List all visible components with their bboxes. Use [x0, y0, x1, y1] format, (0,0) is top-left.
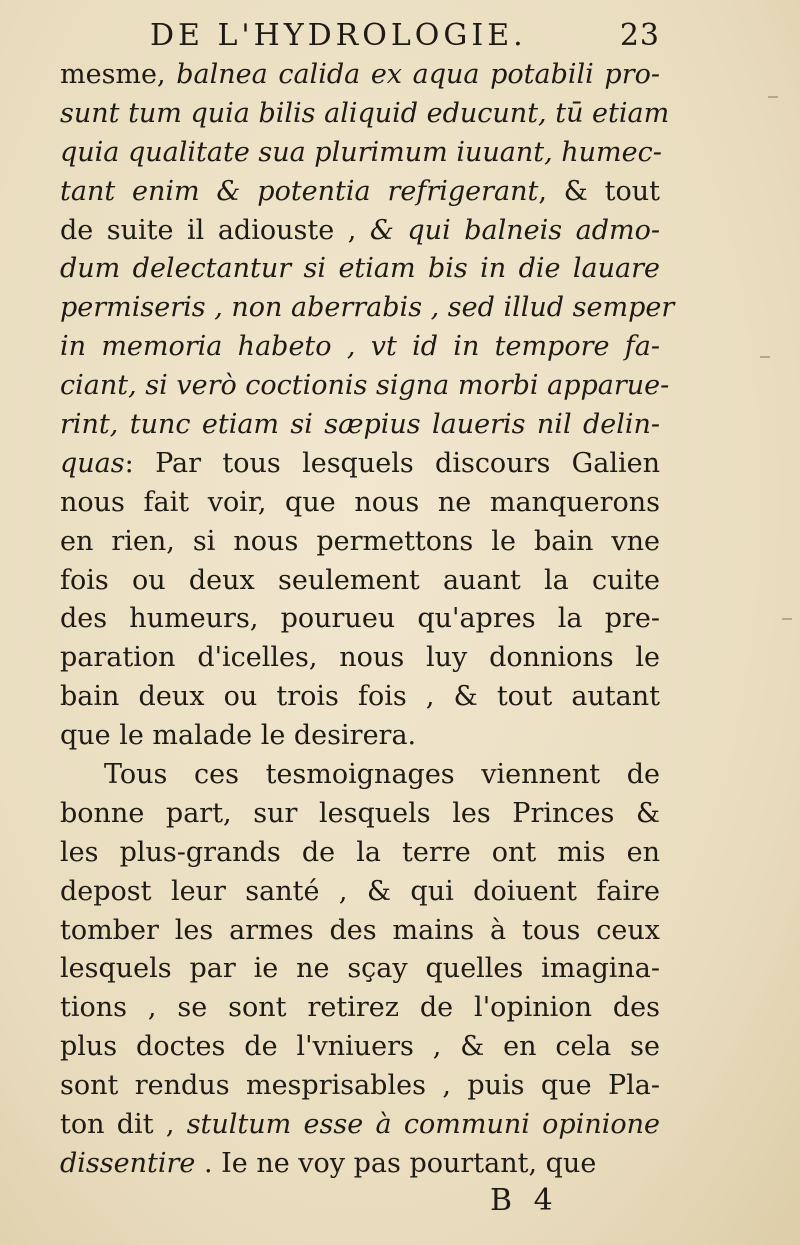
text-segment: depost leur santé , & qui doiuent faire — [60, 875, 660, 907]
text-segment: fois ou deux seulement auant la cuite — [60, 564, 660, 596]
text-segment: sont rendus mesprisables , puis que Pla- — [60, 1070, 660, 1102]
text-line — [60, 523, 660, 562]
page-header — [150, 18, 660, 58]
text-line — [60, 950, 660, 989]
signature-mark: B 4 — [490, 1183, 559, 1218]
text-segment: tions , se sont retirez de l'opinion des — [60, 992, 660, 1024]
text-line — [60, 1145, 660, 1184]
margin-speck — [760, 356, 770, 358]
text-line — [60, 173, 660, 212]
italic-segment: & qui balneis admo- — [369, 214, 660, 246]
text-segment: bonne part, sur lesquels les Princes & — [60, 797, 660, 829]
margin-speck — [782, 618, 792, 620]
text-line — [60, 212, 660, 251]
italic-segment: sunt tum quia bilis aliquid educunt, tū etiam — [60, 97, 670, 129]
italic-segment: balnea calida ex aqua potabili pro- — [176, 59, 660, 90]
text-segment: paration d'icelles, nous luy donnions le — [60, 642, 660, 674]
text-line — [60, 445, 660, 484]
text-line — [60, 1028, 660, 1067]
text-segment: des humeurs, pourueu qu'apres la pre- — [60, 603, 660, 635]
text-line — [60, 484, 660, 523]
italic-segment: in memoria habeto , vt id in tempore fa- — [60, 331, 660, 363]
text-line — [60, 250, 660, 289]
italic-segment: quia qualitate sua plurimum iuuant, humec- — [60, 136, 662, 168]
text-line — [60, 795, 660, 834]
italic-segment: tant enim & potentia refrigerant — [60, 175, 539, 207]
text-segment: mesme, — [60, 59, 177, 90]
text-line — [60, 989, 660, 1028]
text-line — [60, 834, 660, 873]
running-title: DE L'HYDROLOGIE. — [150, 18, 527, 53]
text-line — [60, 289, 675, 328]
text-line — [60, 56, 660, 95]
text-line — [60, 328, 660, 367]
text-line — [60, 95, 670, 134]
text-segment: en rien, si nous permettons le bain vne — [60, 525, 660, 557]
text-line — [60, 756, 660, 795]
page-number: 23 — [619, 18, 660, 53]
italic-segment: dum delectantur si etiam bis in die lauare — [60, 253, 660, 285]
text-line — [60, 600, 660, 639]
text-segment: plus doctes de l'vniuers , & en cela se — [60, 1031, 660, 1063]
text-segment: , & tout — [538, 175, 660, 207]
italic-segment: quas — [60, 447, 125, 479]
text-segment: . Ie ne voy pas pourtant, que — [195, 1147, 597, 1179]
italic-segment: rint, tunc etiam si sæpius laueris nil delin- — [60, 409, 660, 441]
text-line — [60, 873, 660, 912]
text-segment: de suite il adiouste , — [60, 214, 370, 246]
text-segment: tomber les armes des mains à tous ceux — [60, 914, 660, 946]
text-line — [60, 134, 660, 173]
text-segment: que le malade le desirera. — [60, 720, 417, 752]
text-segment: ton dit , — [60, 1109, 187, 1141]
text-line — [60, 639, 660, 678]
text-line — [60, 912, 660, 951]
margin-speck — [768, 96, 778, 98]
italic-segment: stultum esse à communi opinione — [186, 1109, 660, 1141]
italic-segment: ciant, si verò coctionis signa morbi apparue- — [60, 370, 670, 402]
text-segment: les plus-grands de la terre ont mis en — [60, 836, 660, 868]
text-line — [60, 406, 660, 445]
text-line — [60, 1106, 660, 1145]
text-segment: bain deux ou trois fois , & tout autant — [60, 681, 660, 713]
body-text — [60, 56, 675, 1184]
text-line — [60, 717, 660, 756]
text-segment: nous fait voir, que nous ne manquerons — [60, 486, 660, 518]
italic-segment: dissentire — [60, 1147, 196, 1179]
text-segment: Tous ces tesmoignages viennent de — [104, 759, 660, 791]
italic-segment: permiseris , non aberrabis , sed illud semper — [60, 292, 675, 324]
text-segment: lesquels par ie ne sçay quelles imagina- — [60, 953, 660, 985]
text-line — [60, 1067, 660, 1106]
text-line — [60, 678, 660, 717]
text-segment: : Par tous lesquels discours Galien — [124, 447, 660, 479]
text-line — [60, 562, 660, 601]
text-line — [60, 367, 670, 406]
